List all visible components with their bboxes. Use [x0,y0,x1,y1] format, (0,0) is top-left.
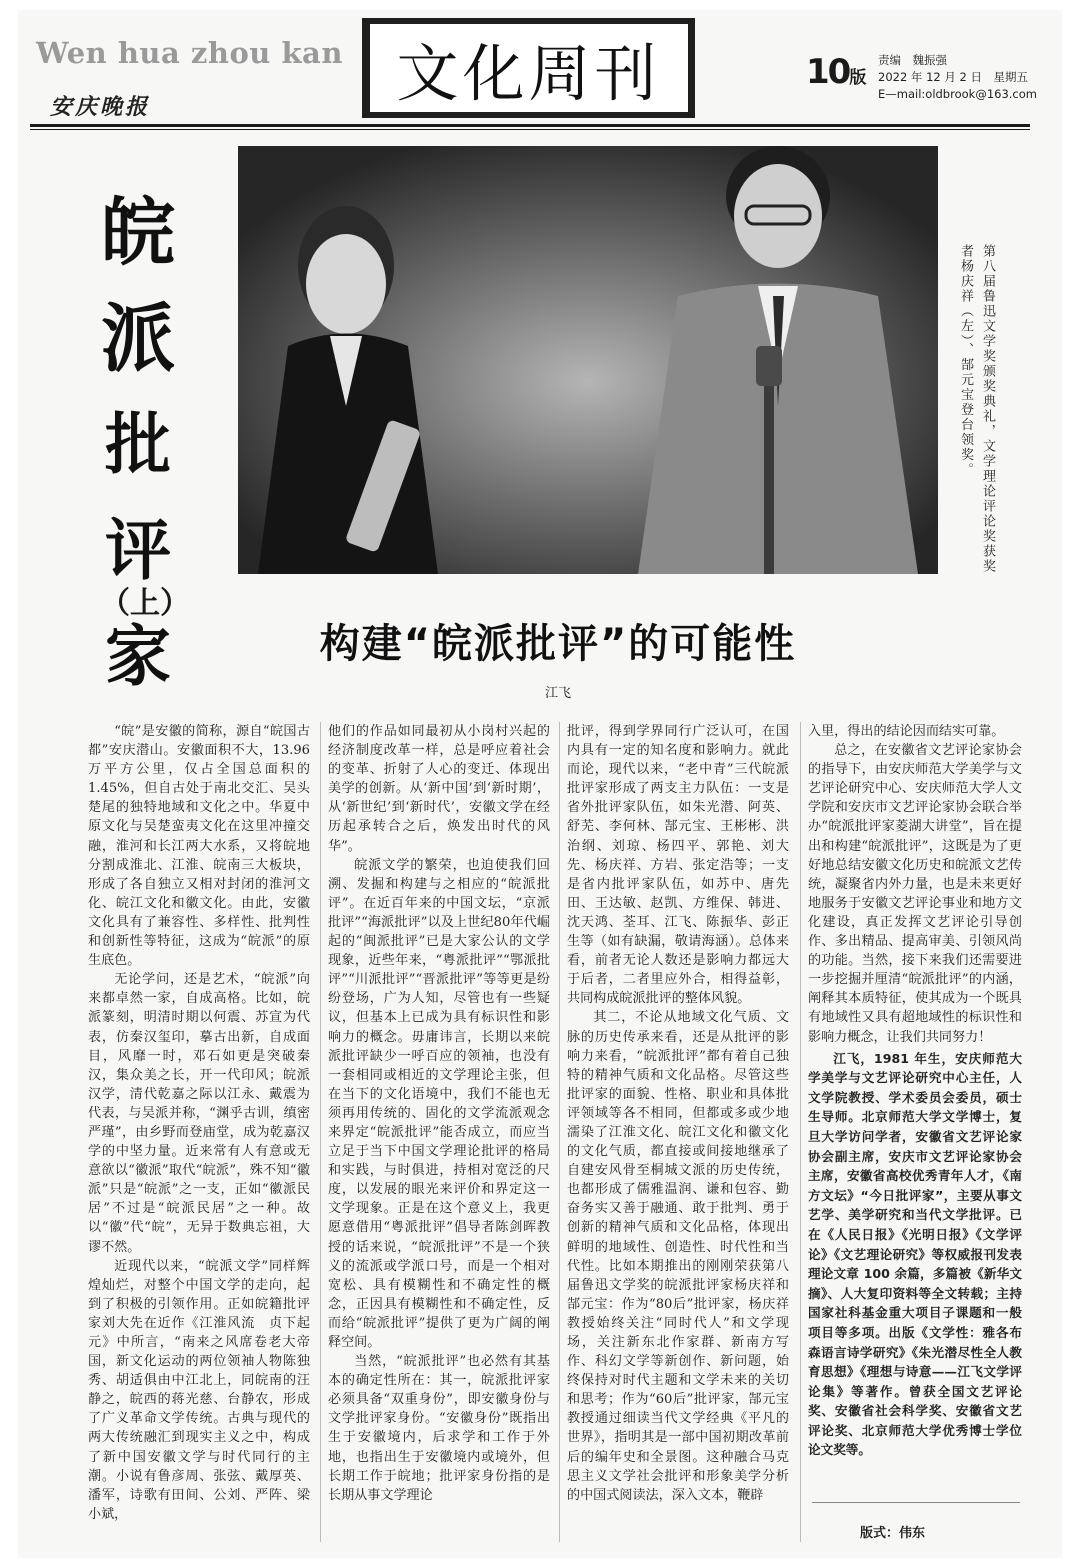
paragraph: 近现代以来，“皖派文学”同样辉煌灿烂，对整个中国文学的走向，起到了积极的引领作用。正如皖籍批评家刘大先在近作《江淮风流 贞下起元》中所言，“南来之风席卷老大帝国，新文化运动的两位领袖人物陈独秀、胡适俱由中江北上，同皖南的汪静之，皖西的蒋光慈、台静农，形成了广义革命文学传统。古典与现代的两大传统融汇到现实主义之中，构成了新中国安徽文学与时代同行的主潮。小说有鲁彦周、张弦、戴厚英、潘军，诗歌有田间、公刘、严阵、梁小斌， [88,1258,310,1522]
paragraph: 无论学问，还是艺术，“皖派”向来都卓然一家，自成高格。比如，皖派篆刻，明清时期以何震、苏宣为代表，仿秦汉玺印，摹古出新，自成面目，风靡一时，邓石如更是突破秦汉，集众美之长，开一代印风；皖派汉学，清代乾嘉之际以江永、戴震为代表，与吴派并称，“渊乎古训，缜密严瑾”，由乡野而登庙堂，成为乾嘉汉学的中坚力量。近来常有人有意或无意欲以“徽派”取代“皖派”，殊不知“徽派”只是“皖派”之一支，正如“徽派民居”不过是“皖派民居”之一种。故以“徽”代“皖”，无异于数典忘祖，大谬不然。 [88,972,310,1255]
layout-editor: 版式：伟东 [860,1526,926,1541]
page-number-value: 10 [806,52,850,92]
vertical-title-char: 家 [105,618,171,695]
section-pinyin: Wen hua zhou kan [36,36,343,70]
page-number-suffix: 版 [849,68,867,88]
masthead-title: 文化周刊 [370,24,688,112]
vertical-title-char: 派 [101,296,175,382]
header-rule-thin [30,129,1030,130]
header-meta [878,52,1037,103]
page-number [806,52,866,92]
vertical-title-char: 皖 [101,190,175,276]
award-photo-illustration [238,146,938,574]
article-author: 江飞 [544,686,571,701]
paragraph: 其二，不论从地域文化气质、文脉的历史传承来看，还是从批评的影响力来看，“皖派批评”都有着自己独特的精神气质和文化品格。尽管这些批评家的面貌、性格、职业和具体批评领域等各不相同，但都或多或少地濡染了江淮文化、皖江文化和徽文化的文化气质，都直接或间接地继承了自建安风骨至桐城文派的历史传统，也都形成了儒雅温润、谦和包容、勤奋务实又善于融通、敢于批判、勇于创新的精神气质和文化品格，体现出鲜明的地域性、创造性、时代性和当代性。比如本期推出的刚刚荣获第八届鲁迅文学奖的皖派批评家杨庆祥和郜元宝：作为“80后”批评家，杨庆祥教授始终关注“同时代人”和文学现场，关注新东北作家群、新南方写作、科幻文学等新创作、新问题，始终保持对时代主题和文学未来的关切和思考；作为“60后”批评家，郜元宝教授通过细读当代文学经典《平凡的世界》，指明其是一部中国初期改革前后的编年史和全景图。这种融合马克思主义文学社会批评和形象美学分析的中国式阅读法，深入文本，鞭辟 [567,1010,789,1503]
paragraph: 他们的作品如同最初从小岗村兴起的经济制度改革一样，总是呼应着社会的变革、折射了人心的变迁、体现出美学的创新。从‘新中国’到‘新时期’，从‘新世纪’到‘新时代’，安徽文学在经历起承转合之后，焕发出时代的风华”。 [328,724,550,854]
paragraph: 皖派文学的繁荣，也迫使我们回溯、发掘和构建与之相应的“皖派批评”。在近百年来的中国文坛，“京派批评”“海派批评”以及上世纪80年代崛起的“闽派批评”已是大家公认的文学现象，近些年来，“粤派批评”“鄂派批评”“川派批评”“晋派批评”等等更是纷纷登场，广为人知，尽管也有一些疑议，但基本上已成为具有标识性和影响力的概念。毋庸讳言，长期以来皖派批评缺少一呼百应的领袖，也没有一套相同或相近的文学理论主张，但在当下的文化语境中，我们不能也无须再用传统的、固化的文学流派观念来界定“皖派批评”能否成立，而应当立足于当下中国文学理论批评的格局和实践，与时俱进，持相对宽泛的尺度，以发展的眼光来评价和界定这一文学现象。正是在这个意义上，我更愿意借用“粤派批评”倡导者陈剑晖教授的话来说，“皖派批评”不是一个狭义的流派或学派口号，而是一个相对宽松、具有模糊性和不确定性的概念，正因具有模糊性和不确定性，反而给“皖派批评”提供了更为广阔的阐释空间。 [328,857,550,1350]
masthead-frame [362,18,695,118]
vertical-title-char: 批 [105,406,171,483]
column-divider [320,722,321,1542]
paragraph: “皖”是安徽的简称，源自“皖国古都”安庆潜山。安徽面积不大，13.96 万平方公里，仅占全国总面积的 1.45%，但自古处于南北交汇、吴头楚尾的独特地域和文化之中。华夏中原文化与吴楚蛮夷文化在这里冲撞交融，淮河和长江两大水系，又将皖地分割成淮北、江淮、皖南三大板块，形成了各自独立又相对封闭的淮河文化、皖江文化和徽文化。由此，安徽文化具有了兼容性、多样性、批判性和创新性等特征，这成为“皖派”的原生底色。 [88,724,310,969]
article-column-3 [567,722,789,1505]
article-column-4 [808,722,1022,1460]
paragraph: 入里，得出的结论因而结实可靠。 [808,724,1005,739]
newspaper-logo: 安庆晚报 [50,94,151,120]
paragraph: 批评，得到学界同行广泛认可，在国内具有一定的知名度和影响力。就此而论，现代以来，“老中青”三代皖派批评家形成了两支主力队伍：一支是省外批评家队伍，如朱光潜、阿英、舒芜、李何林、郜元宝、王彬彬、洪治纲、刘琼、杨四平、郭艳、刘大先、杨庆祥、方岩、张定浩等；一支是省内批评家队伍，如苏中、唐先田、王达敏、赵凯、方维保、韩进、沈天鸿、荃耳、江飞、陈振华、彭正生等（如有缺漏，敬请海涵）。总体来看，前者无论人数还是影响力都远大于后者，二者里应外合，相得益彰，共同构成皖派批评的整体风貌。 [567,724,789,1007]
vertical-title [88,180,188,710]
header-rule [30,124,1030,127]
award-photo [238,146,938,574]
paragraph: 总之，在安徽省文艺评论家协会的指导下，由安庆师范大学美学与文艺评论研究中心、安庆师范大学人文学院和安庆市文艺评论家协会联合举办“皖派批评家菱湖大讲堂”，旨在提出和构建“皖派批评”，这既是为了更好地总结安徽文化历史和皖派文艺传统，凝聚省内外力量，也是未来更好地服务于安徽文艺评论事业和地方文化建设，真正发挥文艺评论引导创作、多出精品、提高审美、引领风尚的功能。当然，接下来我们还需要进一步挖掘并厘清“皖派批评”的内涵，阐释其本质特征，使其成为一个既具有地域性又具有超地域性的标识性和影响力概念，让我们共同努力！ [808,743,1022,1045]
editor-rule [812,1502,1020,1503]
email-line: E—mail:oldbrook@163.com [878,87,1037,101]
article-headline: 构建“皖派批评”的可能性 [319,621,797,667]
vertical-title-part: （上） [100,586,190,621]
editor-line: 责编 魏振强 [878,53,947,67]
author-bio: 江飞，1981 年生，安庆师范大学美学与文艺评论研究中心主任，人文学院教授、学术委员会委员，硕士生导师。北京师范大学文学博士，复旦大学访问学者，安徽省文艺评论家协会副主席，安庆市文艺评论家协会主席，安徽省高校优秀青年人才，《南方文坛》“今日批评家”，主要从事文艺学、美学研究和当代文学批评。已在《人民日报》《光明日报》《文学评论》《文艺理论研究》等权威报刊发表理论文章 100 余篇，多篇被《新华文摘》、人大复印资料等全文转载；主持国家社科基金重大项目子课题和一般项目等多项。出版《文学性：雅各布森语言诗学研究》《朱光潜尽性全人教育思想》《理想与诗意——江飞文学评论集》等著作。曾获全国文艺评论奖、安徽省社会科学奖、安徽省文艺评论奖、北京师范大学优秀博士学位论文奖等。 [808,1050,1022,1458]
column-divider [559,722,560,1542]
article-column-2 [328,722,550,1505]
vertical-title-char: 评 [105,512,171,589]
photo-caption: 第八届鲁迅文学奖颁奖典礼，文学理论评论奖获奖者杨庆祥（左）、郜元宝登台领奖。 [958,244,995,574]
article-column-1 [88,722,310,1524]
column-divider [800,722,801,1542]
paragraph: 当然，“皖派批评”也必然有其基本的确定性所在：其一，皖派批评家必须具备“双重身份”，即安徽身份与文学批评家身份。“安徽身份”既指出生于安徽境内，后求学和工作于外地，也指出生于安徽境内或境外，但长期工作于皖地；批评家身份指的是长期从事文学理论 [328,1354,550,1503]
date-line: 2022 年 12 月 2 日 星期五 [878,70,1028,84]
